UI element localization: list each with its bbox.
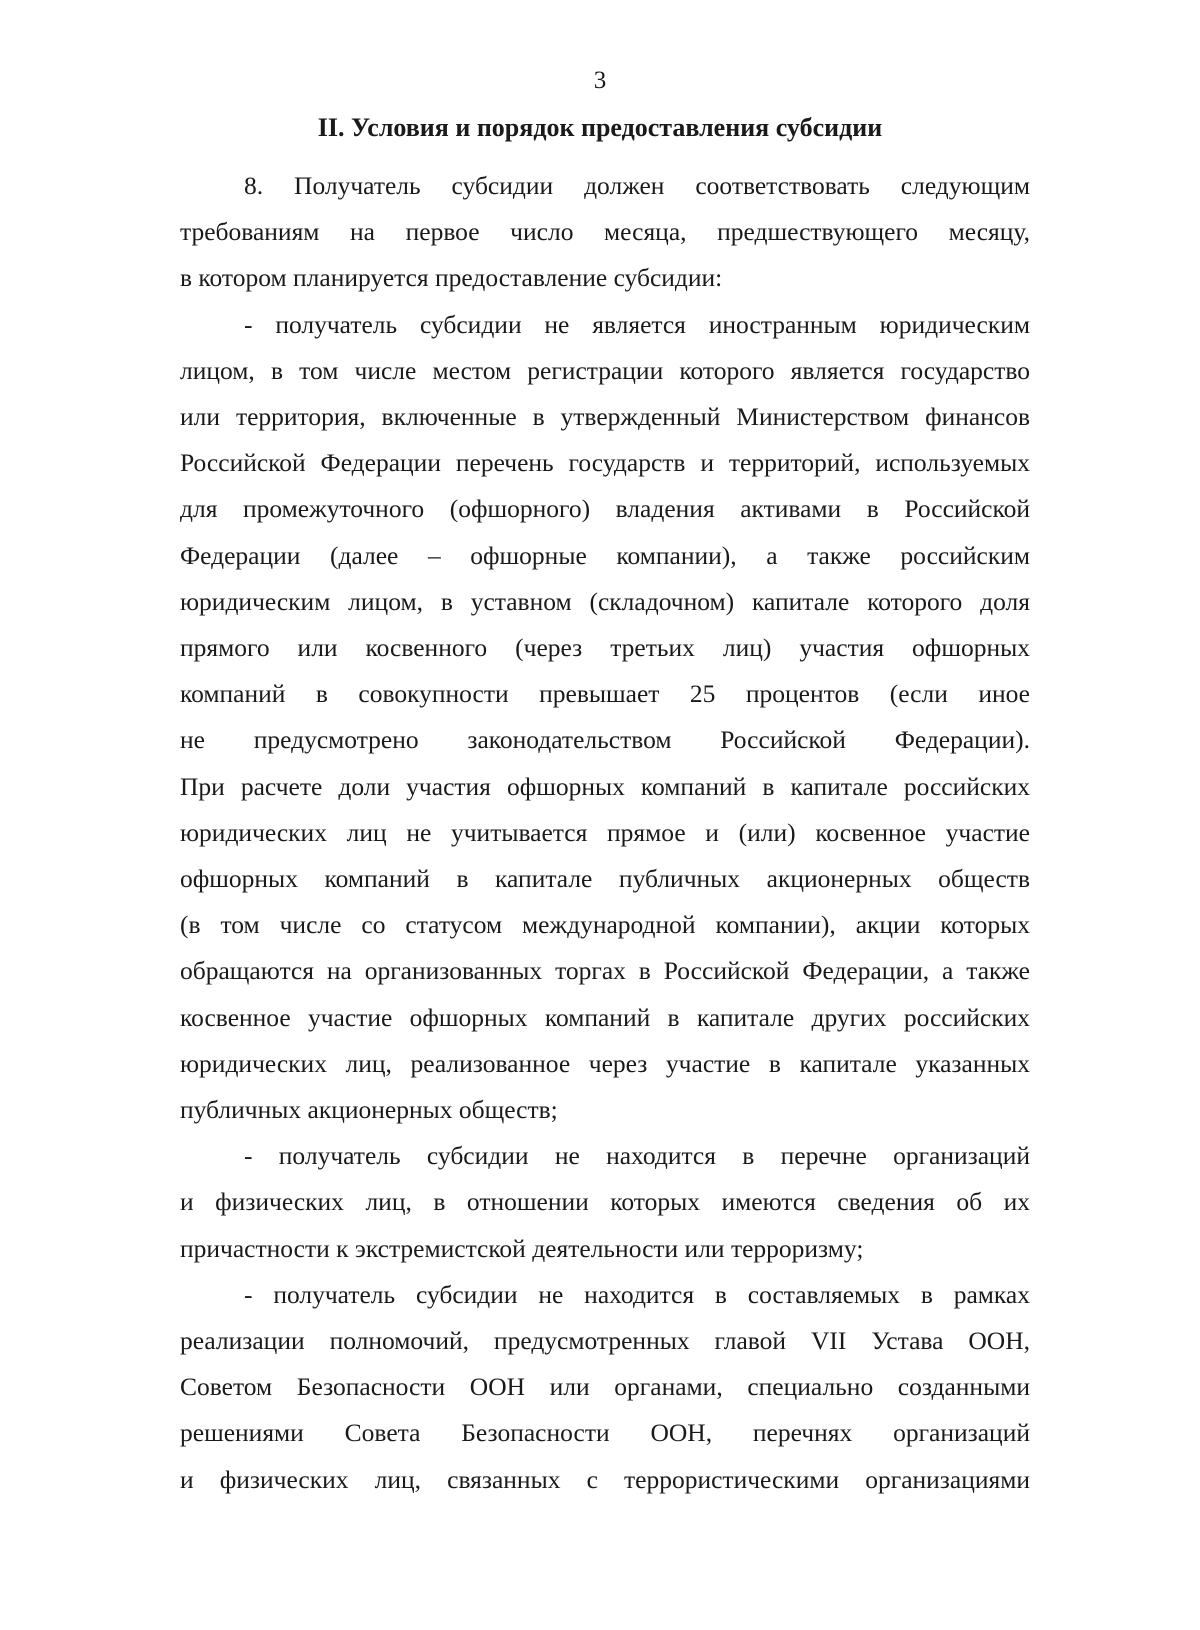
text-line: обращаются на организованных торгах в Российской Федерации, а также	[180, 956, 1030, 986]
text-line: прямого или косвенного (через третьих лиц) участия офшорных	[180, 633, 1030, 663]
text-line: публичных акционерных обществ;	[180, 1095, 558, 1125]
text-line: офшорных компаний в капитале публичных акционерных обществ	[180, 864, 1030, 894]
text-line: - получатель субсидии не является иностранным юридическим	[244, 309, 1030, 339]
paragraph-extremism	[180, 1133, 1030, 1272]
body-text	[180, 163, 1030, 1503]
text-line: юридических лиц не учитывается прямое и (или) косвенное участие	[180, 817, 1030, 847]
text-line: и физических лиц, связанных с террористическими организациями	[180, 1464, 1030, 1494]
text-line: в котором планируется предоставление субсидии:	[180, 263, 723, 293]
text-line: причастности к экстремистской деятельности или терроризму;	[180, 1233, 864, 1263]
text-line: Российской Федерации перечень государств и территорий, используемых	[180, 448, 1030, 478]
text-line: юридическим лицом, в уставном (складочном) капитале которого доля	[180, 586, 1030, 616]
text-line: или территория, включенные в утвержденный Министерством финансов	[180, 402, 1030, 432]
text-line: лицом, в том числе местом регистрации которого является государство	[180, 355, 1030, 385]
text-line: - получатель субсидии не находится в составляемых в рамках	[244, 1279, 1030, 1309]
text-line: компаний в совокупности превышает 25 процентов (если иное	[180, 679, 1030, 709]
paragraph-8	[180, 163, 1030, 302]
text-line: (в том числе со статусом международной компании), акции которых	[180, 910, 1030, 940]
section-title: II. Условия и порядок предоставления субсидии	[317, 113, 883, 142]
text-line: 8. Получатель субсидии должен соответствовать следующим	[244, 171, 1030, 200]
text-line: - получатель субсидии не находится в перечне организаций	[244, 1141, 1030, 1171]
text-line: Федерации (далее – офшорные компании), а также российским	[180, 540, 1030, 570]
text-line: реализации полномочий, предусмотренных главой VII Устава ООН,	[180, 1326, 1030, 1356]
text-line: и физических лиц, в отношении которых имеются сведения об их	[180, 1187, 1030, 1217]
text-line: Советом Безопасности ООН или органами, специально созданными	[180, 1372, 1030, 1402]
text-line: решениями Совета Безопасности ООН, перечнях организаций	[180, 1418, 1030, 1448]
text-line: не предусмотрено законодательством Российской Федерации).	[180, 725, 1030, 755]
page-number: 3	[593, 67, 607, 94]
text-line: косвенное участие офшорных компаний в капитале других российских	[180, 1002, 1030, 1032]
paragraph-offshore	[180, 302, 1030, 1134]
text-line: для промежуточного (офшорного) владения активами в Российской	[180, 494, 1030, 524]
text-line: юридических лиц, реализованное через участие в капитале указанных	[180, 1048, 1030, 1078]
text-line: требованиям на первое число месяца, предшествующего месяцу,	[180, 217, 1030, 247]
paragraph-un-sanctions	[180, 1272, 1030, 1503]
text-line: При расчете доли участия офшорных компаний в капитале российских	[180, 771, 1030, 801]
